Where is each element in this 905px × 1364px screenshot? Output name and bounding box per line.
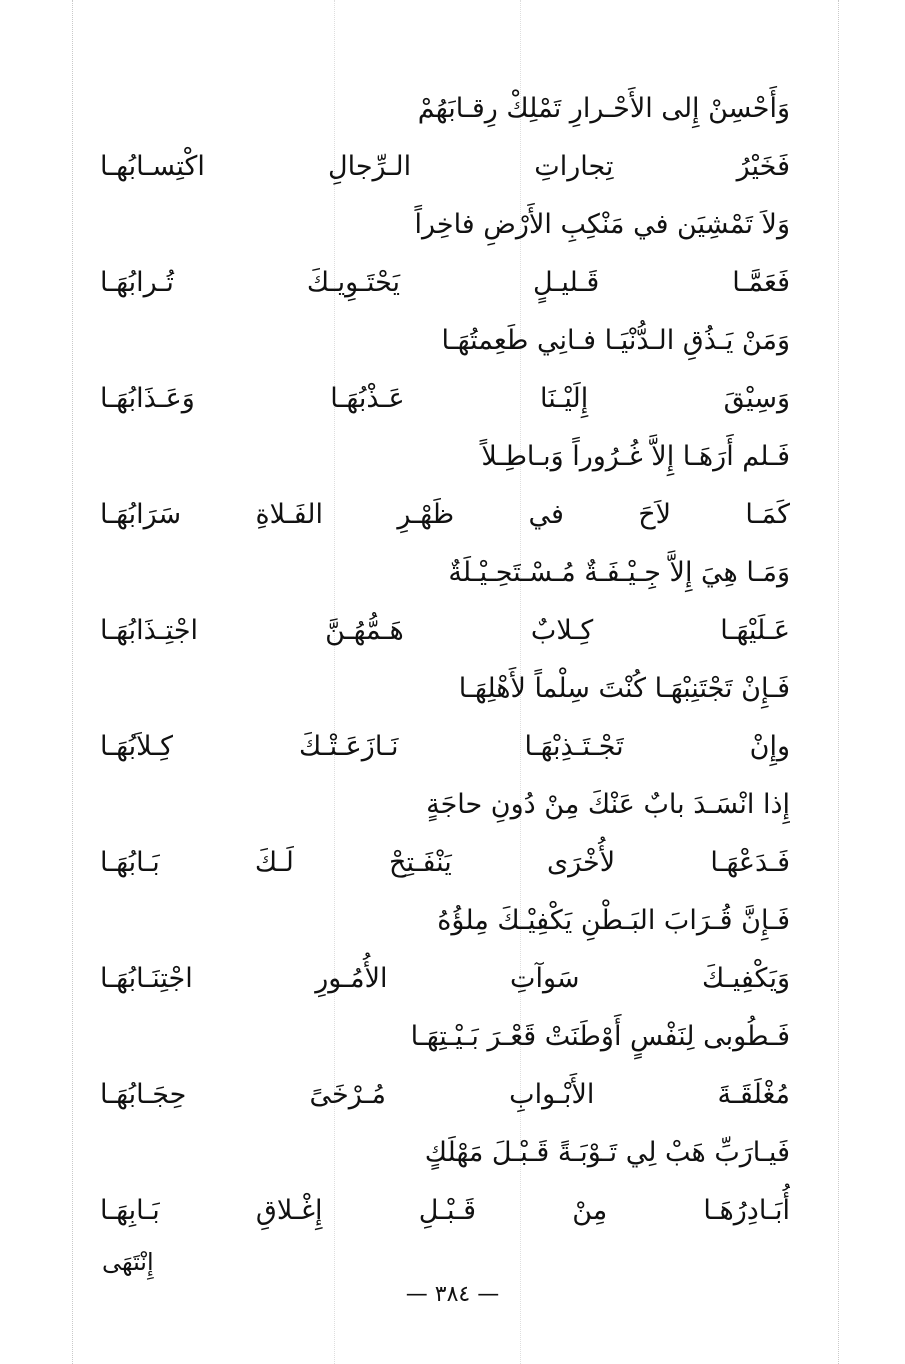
poem-line: وَيَكْفِيـكَ سَوآتِ الأُمُـورِ اجْتِنَـابُهَـا [100,963,790,994]
poem-line: وَمَـا هِيَ إِلاَّ جِـيْـفَـةٌ مُـسْـتَحِـيْـلَةٌ [448,557,790,588]
poem-line: وَأَحْسِنْ إِلى الأَحْـرارِ تَمْلِكْ رِقـابَهُمْ [417,93,790,124]
poem-line: فَـطُوبى لِنَفْسٍ أَوْطَنَتْ قَعْـرَ بَـيْـتِهَـا [410,1021,790,1052]
poem-line: وَسِيْقَ إِلَيْـنَا عَـذْبُهَـا وَعَـذَابُهَـا [100,383,790,414]
poem-line: فَيـارَبِّ هَبْ لِي تَـوْبَـةً قَـبْـلَ مَهْلَكٍ [424,1137,790,1168]
poem-line: عَـلَيْهَـا كِـلابٌ هَـمُّهُـنَّ اجْتِـذَابُهَـا [100,615,790,646]
poem-line: وإِنْ تَجْـتَـذِبْهَـا نَـازَعَـتْـكَ كِـلاَبُهَـا [100,731,790,762]
poem-line: فَـإِنْ تَجْتَنِبْهَـا كُنْتَ سِلْماً لأَهْلِهَـا [458,673,790,704]
page-number: — ٣٨٤ — [405,1282,500,1307]
scan-guide-right [838,0,839,1364]
poem-line: كَمَـا لاَحَ في ظَهْـرِ الفَـلاةِ سَرَابُهَـا [100,499,790,530]
poem-line: فَخَيْرُ تِجاراتِ الـرِّجالِ اكْتِسـابُهـا [100,151,790,182]
poem-line: فَعَمَّـا قَـليـلٍ يَحْتَـوِيـكَ تُـرابُهَـا [100,267,790,298]
poem-line: أُبَـادِرُهَـا مِنْ قَـبْـلِ إِغْـلاقِ بَـابِهَـا [100,1195,790,1226]
poem-line: وَلاَ تَمْشِيَن في مَنْكِبِ الأَرْضِ فاخِراً [414,209,790,240]
poem-line: مُغْلَقَـةَ الأَبْـوابِ مُـرْخَىً حِجَـابُهَـا [100,1079,790,1110]
poem-line: إِذا انْسَـدَ بابٌ عَنْكَ مِنْ دُونِ حاجَةٍ [426,789,790,820]
poem-line: وَمَنْ يَـذُقِ الـدُّنْيَـا فـانِي طَعِمتُهَـا [441,325,790,356]
poem-line: فَـلم أَرَهَـا إِلاَّ غُـرُوراً وَبـاطِـلاً [481,441,790,472]
end-mark: إِنْتَهَى [102,1248,154,1276]
poem-line: فَـإِنَّ قُـرَابَ البَـطْنِ يَكْفِيْـكَ مِلؤُهُ [437,905,790,936]
scan-guide-left [72,0,73,1364]
poem-line: فَـدَعْهَـا لأُخْرَى يَنْفَـتِحْ لَـكَ بَـابُهَـا [100,847,790,878]
poem-body [100,80,790,1284]
